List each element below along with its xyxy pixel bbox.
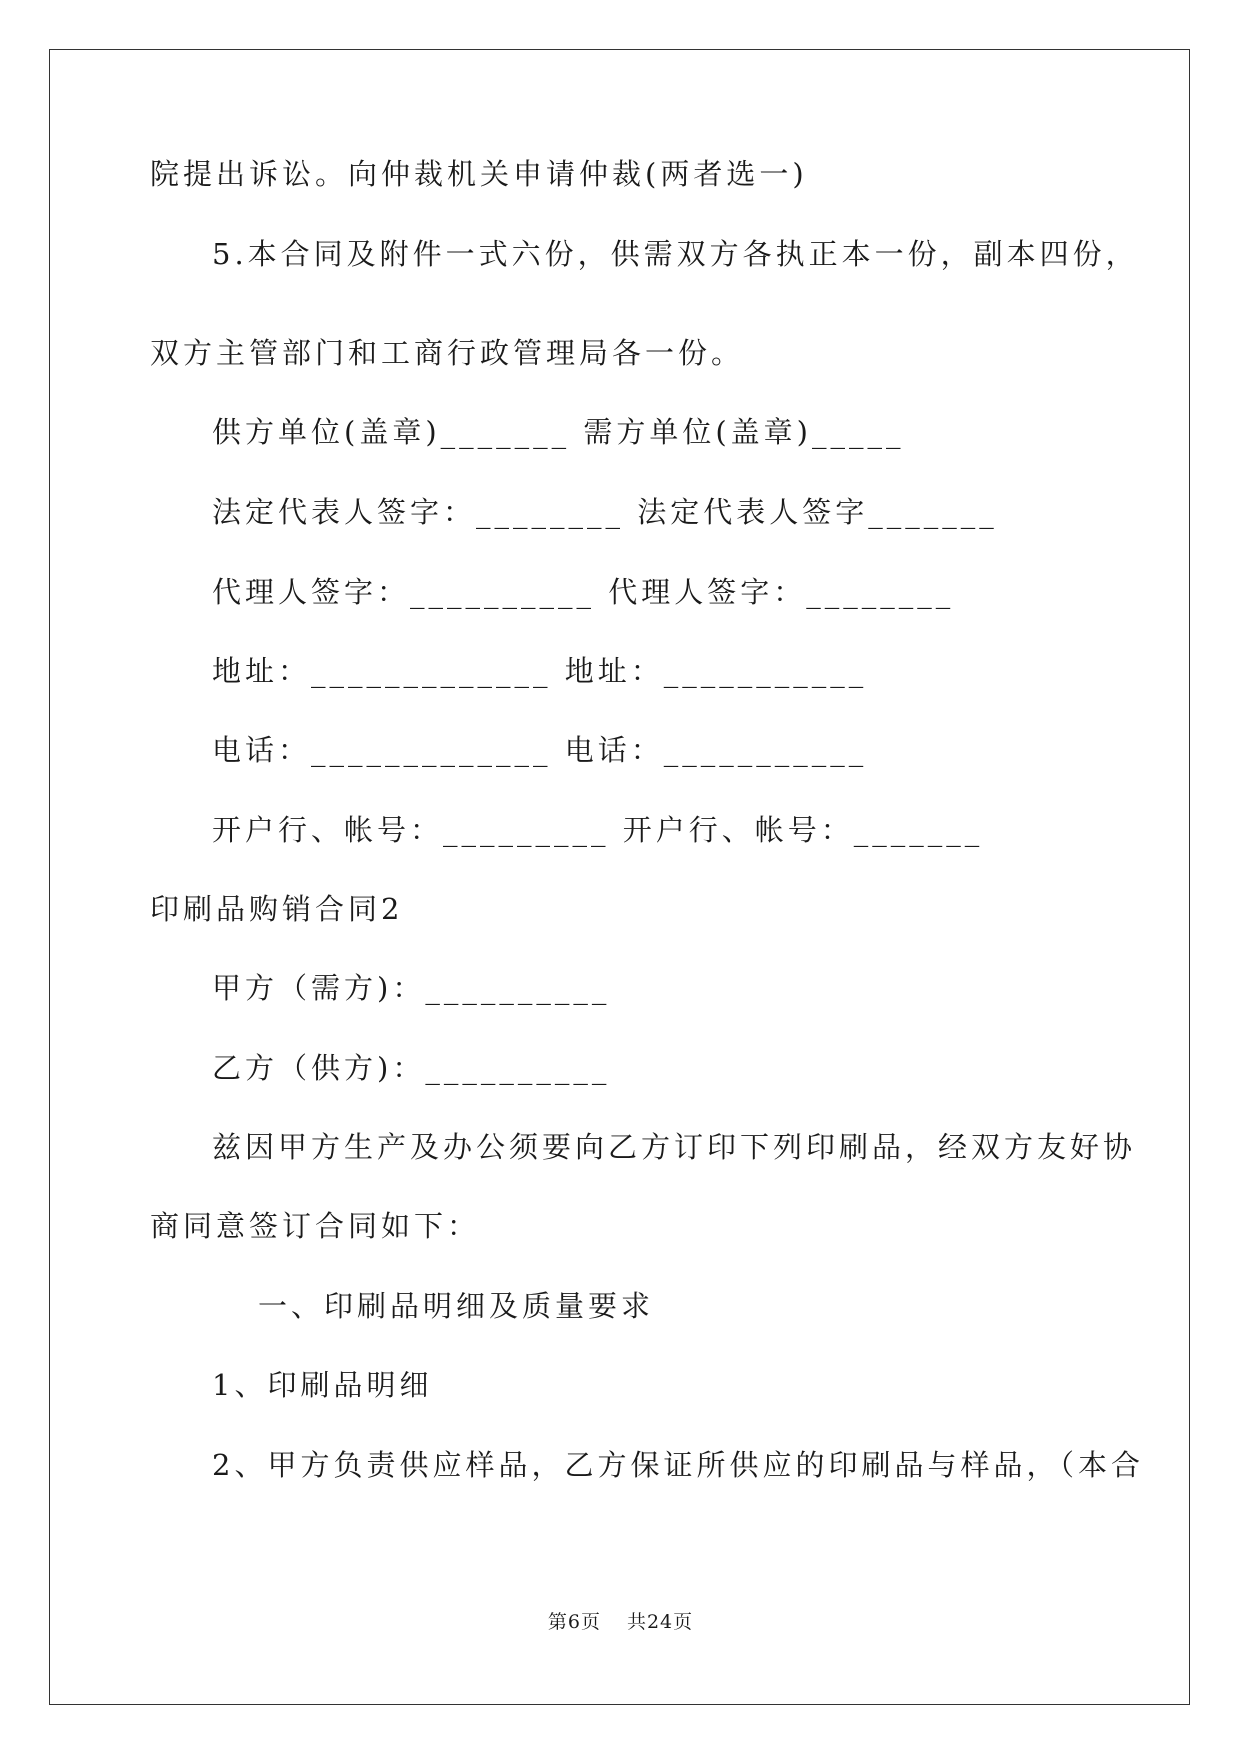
heading-print-details: 一、印刷品明细及质量要求: [258, 1289, 655, 1323]
signature-line-unit: 供方单位(盖章)_______ 需方单位(盖章)_____: [212, 415, 905, 449]
section-title: 印刷品购销合同2: [150, 892, 404, 926]
text-line-17: 2、甲方负责供应样品，乙方保证所供应的印刷品与样品，（本合: [212, 1448, 1144, 1482]
text-line-13: 兹因甲方生产及办公须要向乙方订印下列印刷品，经双方友好协: [212, 1130, 1137, 1164]
signature-line-address: 地址：_____________ 地址：___________: [212, 654, 868, 688]
signature-line-agent: 代理人签字：__________ 代理人签字：________: [212, 575, 955, 609]
text-line-3: 双方主管部门和工商行政管理局各一份。: [150, 336, 745, 370]
text-line-2: 5.本合同及附件一式六份，供需双方各执正本一份，副本四份，: [212, 237, 1139, 271]
page-total: 共24页: [626, 1611, 694, 1633]
text-line-1: 院提出诉讼。向仲裁机关申请仲裁(两者选一): [150, 157, 808, 191]
page-number: 第6页: [547, 1611, 601, 1633]
page-footer: [0, 1610, 1241, 1634]
text-line-14: 商同意签订合同如下：: [150, 1209, 481, 1243]
signature-line-legal-rep: 法定代表人签字：________ 法定代表人签字_______: [212, 495, 998, 529]
signature-line-phone: 电话：_____________ 电话：___________: [212, 733, 868, 767]
party-b-line: 乙方（供方)：__________: [212, 1051, 611, 1085]
signature-line-bank: 开户行、帐号：_________ 开户行、帐号：_______: [212, 813, 984, 847]
party-a-line: 甲方（需方)：__________: [212, 971, 611, 1005]
item-print-details: 1、印刷品明细: [212, 1368, 433, 1402]
